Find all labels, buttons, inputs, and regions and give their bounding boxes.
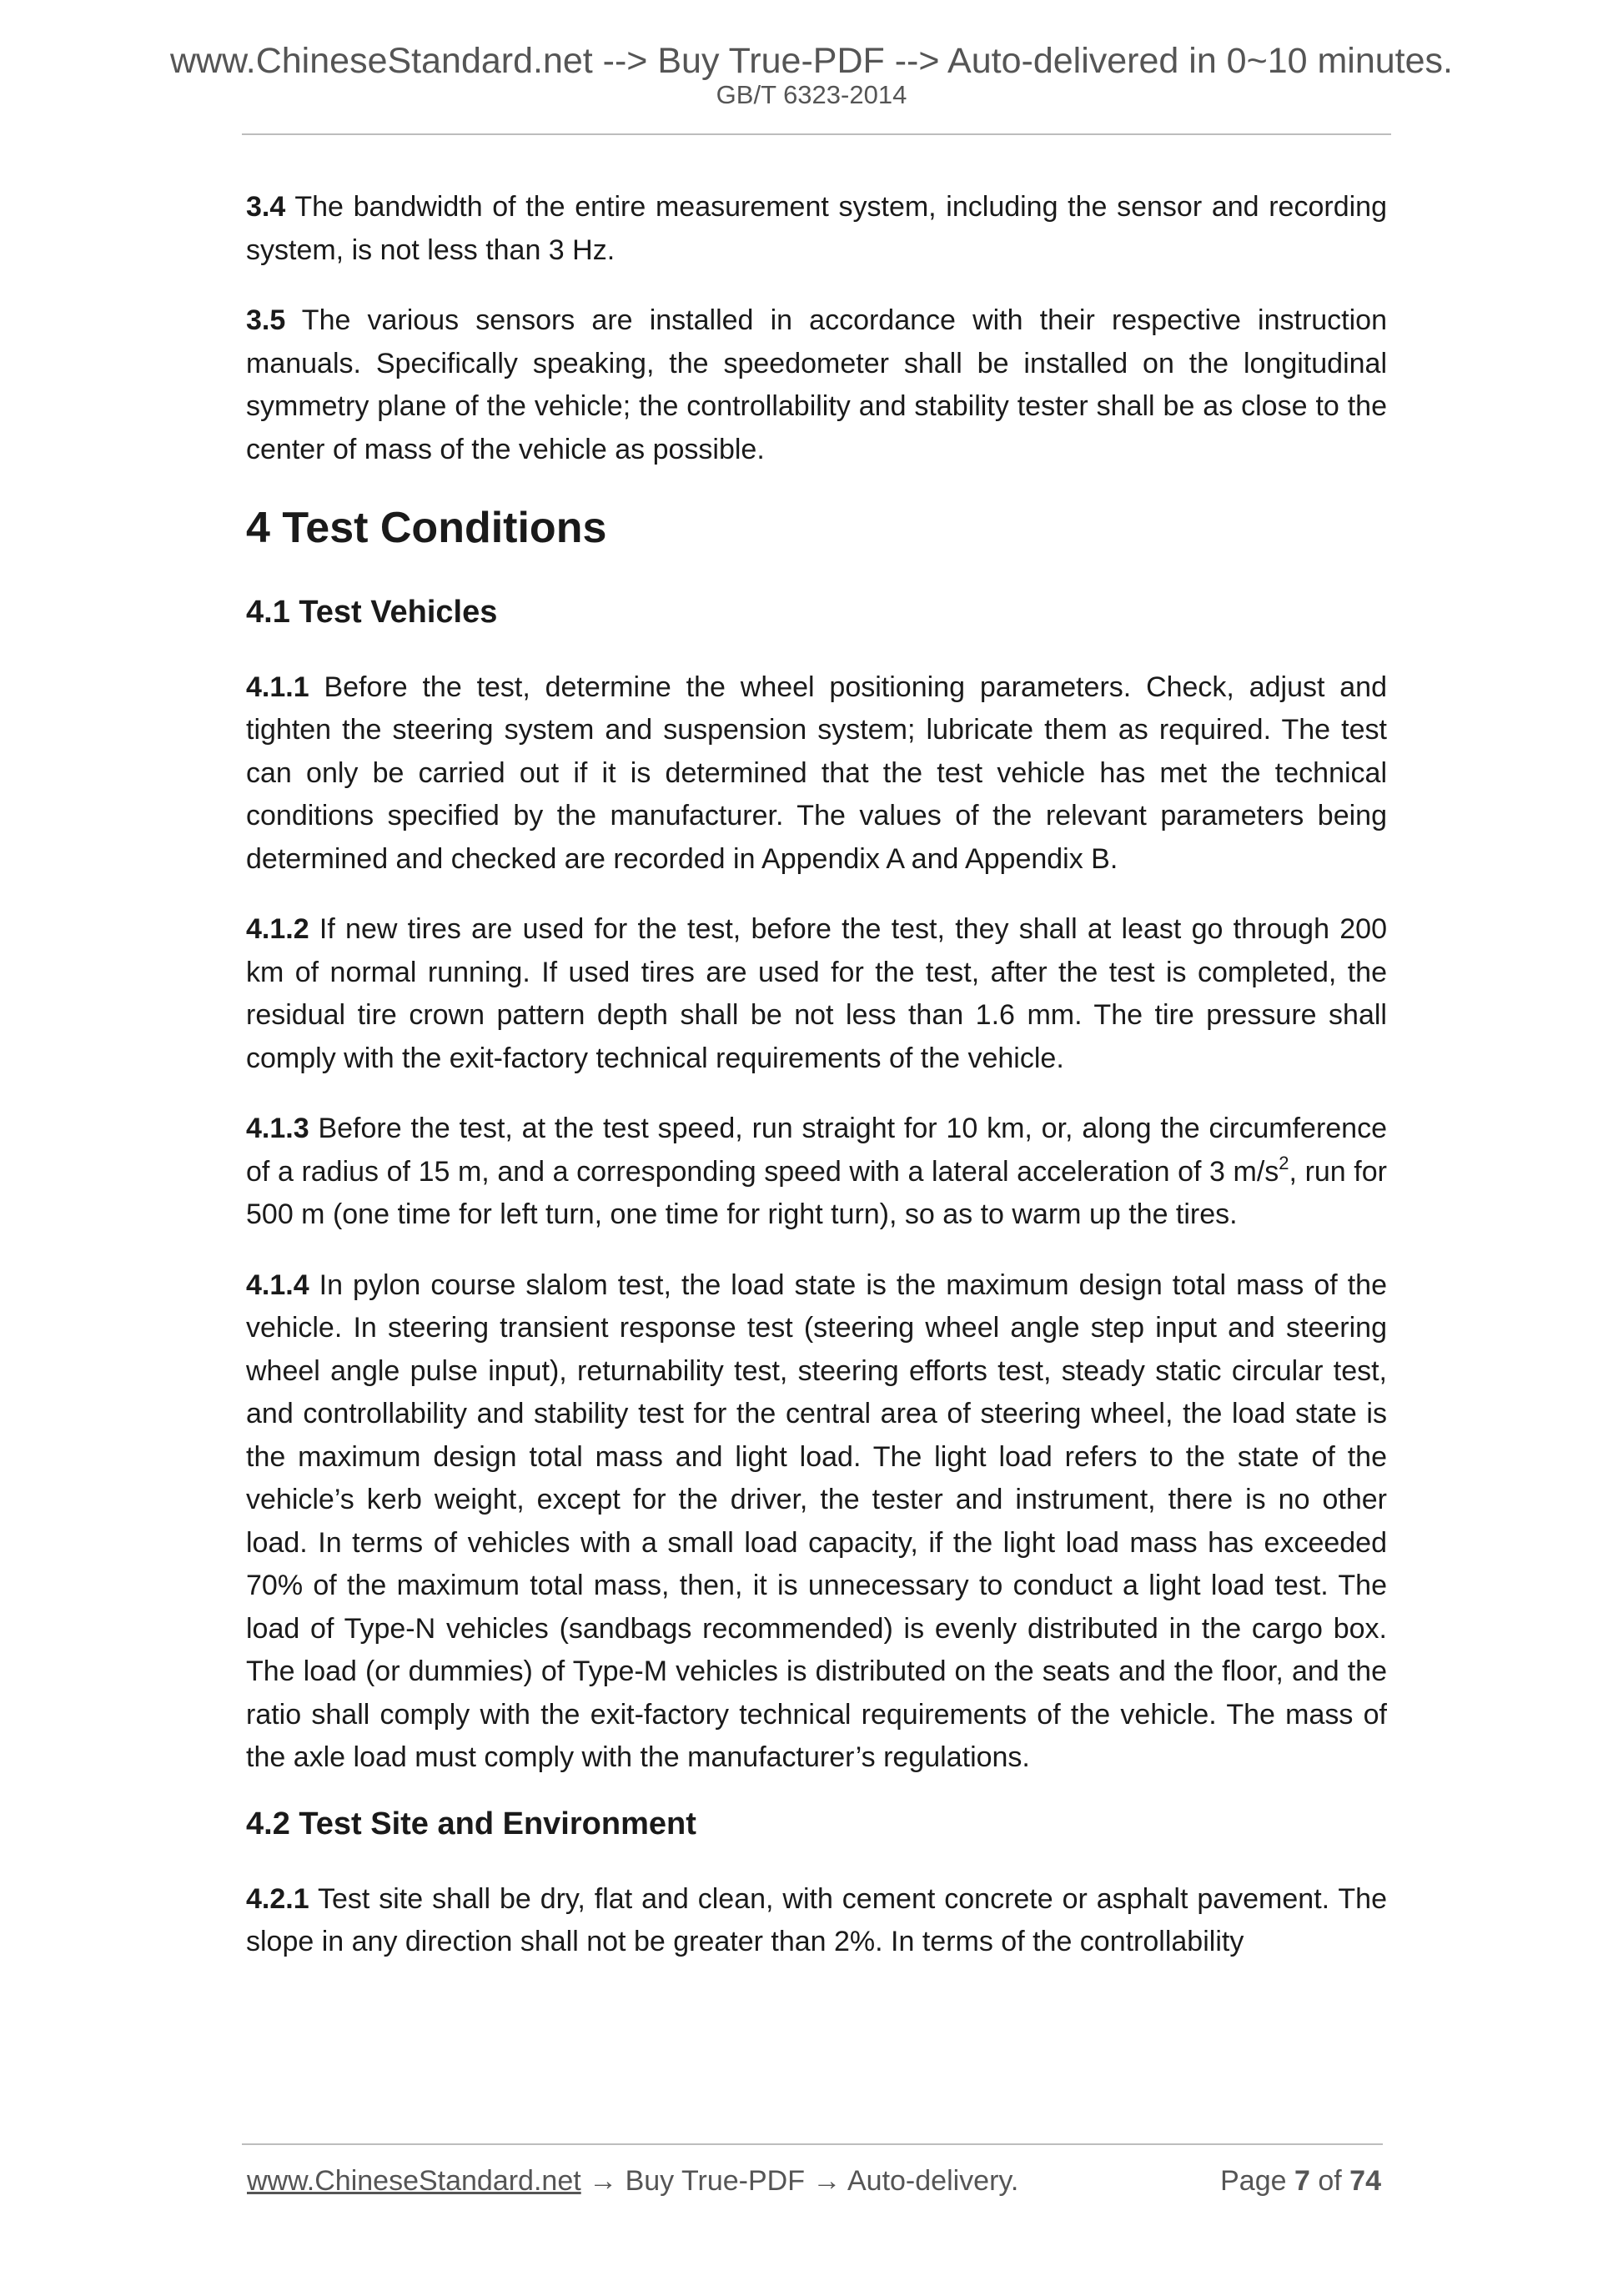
clause-number: 4.1.2 bbox=[246, 913, 309, 946]
total-pages: 74 bbox=[1349, 2165, 1381, 2197]
clause-number: 4.1.1 bbox=[246, 671, 309, 703]
header-banner: www.ChineseStandard.net --> Buy True-PDF --> Auto-delivered in 0~10 minutes. bbox=[169, 41, 1453, 81]
superscript: 2 bbox=[1279, 1152, 1289, 1173]
clause-number: 3.5 bbox=[246, 304, 286, 336]
subsection-heading-4-2: 4.2 Test Site and Environment bbox=[246, 1806, 696, 1841]
footer-website-link[interactable]: www.ChineseStandard.net bbox=[247, 2165, 581, 2197]
subsection-heading-4-1: 4.1 Test Vehicles bbox=[246, 595, 498, 631]
clause-text: Test site shall be dry, flat and clean, with cement concrete or asphalt pavement. The slope in any direction shall not be greater than 2%. In terms of the controllability bbox=[246, 1882, 1387, 1958]
clause-3-4 bbox=[246, 186, 1387, 272]
header-divider bbox=[242, 133, 1391, 135]
of-label: of bbox=[1318, 2165, 1342, 2197]
page-label: Page bbox=[1220, 2165, 1287, 2197]
clause-text: The various sensors are installed in accordance with their respective instruction manuals. Specifically speaking, the speedometer shall be installed on the longitudinal symmetry plane of the vehicle; the controllability and stability tester shall be as close to the center of mass of the vehicle as possible. bbox=[246, 304, 1387, 465]
footer-promo bbox=[247, 2164, 1018, 2198]
current-page: 7 bbox=[1294, 2165, 1310, 2197]
document-id: GB/T 6323-2014 bbox=[716, 80, 907, 109]
clause-4-1-2 bbox=[246, 908, 1387, 1080]
footer-divider bbox=[242, 2143, 1383, 2145]
clause-text-continued: , run for 500 m (one time for left turn, one time for right turn), so as to warm up the tires. bbox=[246, 1155, 1387, 1231]
clause-4-2-1 bbox=[246, 1878, 1387, 1964]
clause-number: 4.2.1 bbox=[246, 1882, 309, 1915]
clause-4-1-4 bbox=[246, 1264, 1387, 1780]
clause-number: 4.1.3 bbox=[246, 1113, 309, 1145]
clause-4-1-3 bbox=[246, 1108, 1387, 1237]
clause-text: In pylon course slalom test, the load state is the maximum design total mass of the vehicle. In steering transient response test (steering wheel angle step input and steering wheel angle pulse input), returnability test, steering efforts test, steady static circular test, and controllability and stability test for the central area of steering wheel, the load state is the maximum design total mass and light load. The light load refers to the state of the vehicle’s kerb weight, except for the driver, the tester and instrument, there is no other load. In terms of vehicles with a small load capacity, if the light load mass has exceeded 70% of the maximum total mass, then, it is unnecessary to conduct a light load test. The load of Type-N vehicles (sandbags recommended) is evenly distributed in the cargo box. The load (or dummies) of Type-M vehicles is distributed on the seats and the floor, and the ratio shall comply with the exit-factory technical requirements of the vehicle. The mass of the axle load must comply with the manufacturer’s regulations. bbox=[246, 1269, 1387, 1774]
page-number-indicator bbox=[1220, 2164, 1381, 2198]
clause-text: Before the test, determine the wheel positioning parameters. Check, adjust and tighten the steering system and suspension system; lubricate them as required. The test can only be carried out if it is determined that the test vehicle has met the technical conditions specified by the manufacturer. The values of the relevant parameters being determined and checked are recorded in Appendix A and Appendix B. bbox=[246, 671, 1387, 875]
clause-number: 4.1.4 bbox=[246, 1269, 309, 1301]
clause-4-1-1 bbox=[246, 666, 1387, 882]
clause-text: If new tires are used for the test, before the test, they shall at least go through 200 km of normal running. If used tires are used for the test, after the test is completed, the residual tire crown pattern depth shall be not less than 1.6 mm. The tire pressure shall comply with the exit-factory technical requirements of the vehicle. bbox=[246, 913, 1387, 1074]
footer-promo-text: → Buy True-PDF → Auto-delivery. bbox=[580, 2165, 1019, 2197]
clause-3-5 bbox=[246, 299, 1387, 471]
clause-text: The bandwidth of the entire measurement system, including the sensor and recording system, is not less than 3 Hz. bbox=[246, 191, 1387, 266]
clause-text: Before the test, at the test speed, run straight for 10 km, or, along the circumference of a radius of 15 m, and a corresponding speed with a lateral acceleration of 3 m/s bbox=[246, 1113, 1387, 1188]
page-content bbox=[246, 186, 1387, 1992]
clause-number: 3.4 bbox=[246, 191, 286, 223]
section-heading-4: 4 Test Conditions bbox=[246, 504, 607, 552]
